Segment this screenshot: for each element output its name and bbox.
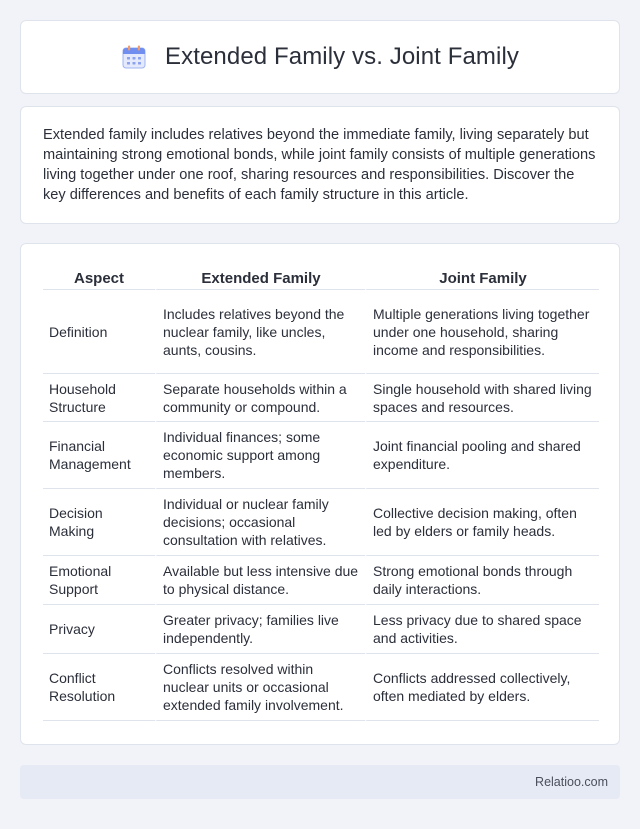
row-aspect: Emotional Support [43,556,155,605]
row-extended: Greater privacy; families live independently. [155,605,365,654]
table-row [43,422,599,489]
table-row [43,605,599,654]
row-joint: Single household with shared living spaces and resources. [365,374,599,422]
title-wrap [121,43,519,71]
row-aspect: Conflict Resolution [43,654,155,721]
row-extended: Individual or nuclear family decisions; occasional consultation with relatives. [155,489,365,556]
intro-paragraph: Extended family includes relatives beyond the immediate family, living separately but maintaining strong emotional bonds, while joint family consists of multiple generations living together under one roof, sharing resources and responsibilities. Discover the key differences and benefits of each family structure in this article. [43,127,596,203]
row-joint: Joint financial pooling and shared expenditure. [365,422,599,489]
comparison-card [20,243,620,745]
table-row [43,489,599,556]
row-joint: Strong emotional bonds through daily interactions. [365,556,599,605]
page-title: Extended Family vs. Joint Family [165,43,519,70]
row-joint: Less privacy due to shared space and activities. [365,605,599,654]
row-joint: Conflicts addressed collectively, often mediated by elders. [365,654,599,721]
row-aspect: Decision Making [43,489,155,556]
intro-card [20,106,620,224]
row-aspect: Household Structure [43,374,155,422]
comparison-table [43,262,599,721]
row-extended: Individual finances; some economic support among members. [155,422,365,489]
row-aspect: Privacy [43,605,155,654]
row-extended: Available but less intensive due to physical distance. [155,556,365,605]
row-joint: Collective decision making, often led by elders or family heads. [365,489,599,556]
table-row [43,556,599,605]
table-row [43,290,599,374]
row-aspect: Financial Management [43,422,155,489]
header-aspect: Aspect [43,262,155,290]
calendar-grid-icon [121,44,147,70]
footer-bar [20,765,620,799]
header-extended-family: Extended Family [155,262,365,290]
row-extended: Includes relatives beyond the nuclear family, like uncles, aunts, cousins. [155,290,365,374]
table-row [43,654,599,721]
footer-brand: Relatioo.com [535,775,608,789]
table-row [43,374,599,422]
row-joint: Multiple generations living together under one household, sharing income and responsibilities. [365,290,599,374]
row-extended: Conflicts resolved within nuclear units or occasional extended family involvement. [155,654,365,721]
row-extended: Separate households within a community or compound. [155,374,365,422]
title-card [20,20,620,94]
row-aspect: Definition [43,290,155,374]
header-joint-family: Joint Family [365,262,599,290]
table-header-row [43,262,599,290]
